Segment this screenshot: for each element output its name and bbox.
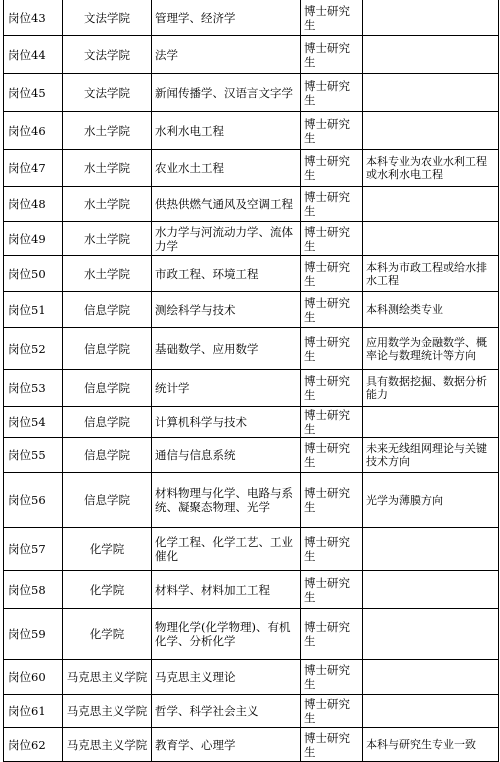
table-row — [4, 438, 499, 473]
major-cell: 教育学、心理学 — [152, 728, 301, 762]
degree-cell: 博士研究生 — [301, 407, 363, 438]
table-row — [4, 407, 499, 438]
college-cell: 马克思主义学院 — [63, 728, 152, 762]
post-cell: 岗位60 — [4, 660, 63, 695]
major-cell: 农业水土工程 — [152, 150, 301, 187]
college-cell: 信息学院 — [63, 328, 152, 370]
college-cell: 信息学院 — [63, 438, 152, 473]
college-cell: 水土学院 — [63, 112, 152, 150]
major-cell: 计算机科学与技术 — [152, 407, 301, 438]
degree-cell: 博士研究生 — [301, 36, 363, 74]
post-cell: 岗位45 — [4, 74, 63, 112]
table-row — [4, 0, 499, 36]
post-cell: 岗位50 — [4, 256, 63, 292]
post-cell: 岗位54 — [4, 407, 63, 438]
note-cell — [363, 571, 499, 609]
note-cell: 应用数学为金融数学、概率论与数理统计等方向 — [363, 328, 499, 370]
table-body — [4, 0, 499, 762]
note-cell — [363, 609, 499, 660]
degree-cell: 博士研究生 — [301, 571, 363, 609]
college-cell: 化学院 — [63, 571, 152, 609]
major-cell: 统计学 — [152, 370, 301, 407]
college-cell: 水土学院 — [63, 187, 152, 222]
table-row — [4, 528, 499, 571]
degree-cell: 博士研究生 — [301, 187, 363, 222]
note-cell — [363, 407, 499, 438]
post-cell: 岗位52 — [4, 328, 63, 370]
college-cell: 水土学院 — [63, 150, 152, 187]
note-cell: 本科为市政工程或给水排水工程 — [363, 256, 499, 292]
post-cell: 岗位58 — [4, 571, 63, 609]
college-cell: 水土学院 — [63, 222, 152, 256]
major-cell: 水利水电工程 — [152, 112, 301, 150]
degree-cell: 博士研究生 — [301, 150, 363, 187]
degree-cell: 博士研究生 — [301, 438, 363, 473]
table-row — [4, 328, 499, 370]
major-cell: 测绘科学与技术 — [152, 292, 301, 328]
major-cell: 哲学、科学社会主义 — [152, 695, 301, 728]
note-cell — [363, 74, 499, 112]
note-cell: 具有数据挖掘、数据分析能力 — [363, 370, 499, 407]
degree-cell: 博士研究生 — [301, 473, 363, 528]
college-cell: 化学院 — [63, 528, 152, 571]
major-cell: 供热供燃气通风及空调工程 — [152, 187, 301, 222]
post-cell: 岗位51 — [4, 292, 63, 328]
college-cell: 信息学院 — [63, 473, 152, 528]
degree-cell: 博士研究生 — [301, 222, 363, 256]
degree-cell: 博士研究生 — [301, 528, 363, 571]
major-cell: 法学 — [152, 36, 301, 74]
college-cell: 信息学院 — [63, 370, 152, 407]
note-cell — [363, 0, 499, 36]
major-cell: 化学工程、化学工艺、工业催化 — [152, 528, 301, 571]
note-cell — [363, 660, 499, 695]
major-cell: 管理学、经济学 — [152, 0, 301, 36]
table-row — [4, 695, 499, 728]
degree-cell: 博士研究生 — [301, 256, 363, 292]
major-cell: 基础数学、应用数学 — [152, 328, 301, 370]
note-cell: 本科与研究生专业一致 — [363, 728, 499, 762]
note-cell: 本科测绘类专业 — [363, 292, 499, 328]
college-cell: 化学院 — [63, 609, 152, 660]
note-cell: 未来无线组网理论与关键技术方向 — [363, 438, 499, 473]
major-cell: 新闻传播学、汉语言文字学 — [152, 74, 301, 112]
post-cell: 岗位43 — [4, 0, 63, 36]
note-cell — [363, 222, 499, 256]
major-cell: 材料物理与化学、电路与系统、凝聚态物理、光学 — [152, 473, 301, 528]
recruitment-table — [3, 0, 499, 762]
post-cell: 岗位49 — [4, 222, 63, 256]
degree-cell: 博士研究生 — [301, 0, 363, 36]
note-cell — [363, 528, 499, 571]
degree-cell: 博士研究生 — [301, 74, 363, 112]
table-row — [4, 36, 499, 74]
college-cell: 信息学院 — [63, 292, 152, 328]
post-cell: 岗位62 — [4, 728, 63, 762]
degree-cell: 博士研究生 — [301, 112, 363, 150]
major-cell: 通信与信息系统 — [152, 438, 301, 473]
degree-cell: 博士研究生 — [301, 292, 363, 328]
note-cell — [363, 187, 499, 222]
table-row — [4, 370, 499, 407]
post-cell: 岗位48 — [4, 187, 63, 222]
table-row — [4, 728, 499, 762]
college-cell: 文法学院 — [63, 74, 152, 112]
college-cell: 文法学院 — [63, 36, 152, 74]
post-cell: 岗位59 — [4, 609, 63, 660]
college-cell: 水土学院 — [63, 256, 152, 292]
major-cell: 物理化学(化学物理)、有机化学、分析化学 — [152, 609, 301, 660]
table-row — [4, 74, 499, 112]
table-row — [4, 660, 499, 695]
post-cell: 岗位55 — [4, 438, 63, 473]
table-row — [4, 222, 499, 256]
table-row — [4, 571, 499, 609]
major-cell: 马克思主义理论 — [152, 660, 301, 695]
note-cell — [363, 112, 499, 150]
note-cell: 本科专业为农业水利工程或水利水电工程 — [363, 150, 499, 187]
degree-cell: 博士研究生 — [301, 609, 363, 660]
table-row — [4, 609, 499, 660]
table-row — [4, 150, 499, 187]
major-cell: 材料学、材料加工工程 — [152, 571, 301, 609]
note-cell: 光学为薄膜方向 — [363, 473, 499, 528]
post-cell: 岗位53 — [4, 370, 63, 407]
major-cell: 市政工程、环境工程 — [152, 256, 301, 292]
degree-cell: 博士研究生 — [301, 370, 363, 407]
post-cell: 岗位47 — [4, 150, 63, 187]
degree-cell: 博士研究生 — [301, 660, 363, 695]
table-row — [4, 256, 499, 292]
major-cell: 水力学与河流动力学、流体力学 — [152, 222, 301, 256]
degree-cell: 博士研究生 — [301, 728, 363, 762]
degree-cell: 博士研究生 — [301, 328, 363, 370]
note-cell — [363, 36, 499, 74]
college-cell: 文法学院 — [63, 0, 152, 36]
table-row — [4, 473, 499, 528]
college-cell: 信息学院 — [63, 407, 152, 438]
note-cell — [363, 695, 499, 728]
post-cell: 岗位61 — [4, 695, 63, 728]
degree-cell: 博士研究生 — [301, 695, 363, 728]
table-row — [4, 187, 499, 222]
post-cell: 岗位56 — [4, 473, 63, 528]
post-cell: 岗位57 — [4, 528, 63, 571]
college-cell: 马克思主义学院 — [63, 660, 152, 695]
post-cell: 岗位44 — [4, 36, 63, 74]
college-cell: 马克思主义学院 — [63, 695, 152, 728]
table-row — [4, 112, 499, 150]
post-cell: 岗位46 — [4, 112, 63, 150]
table-row — [4, 292, 499, 328]
